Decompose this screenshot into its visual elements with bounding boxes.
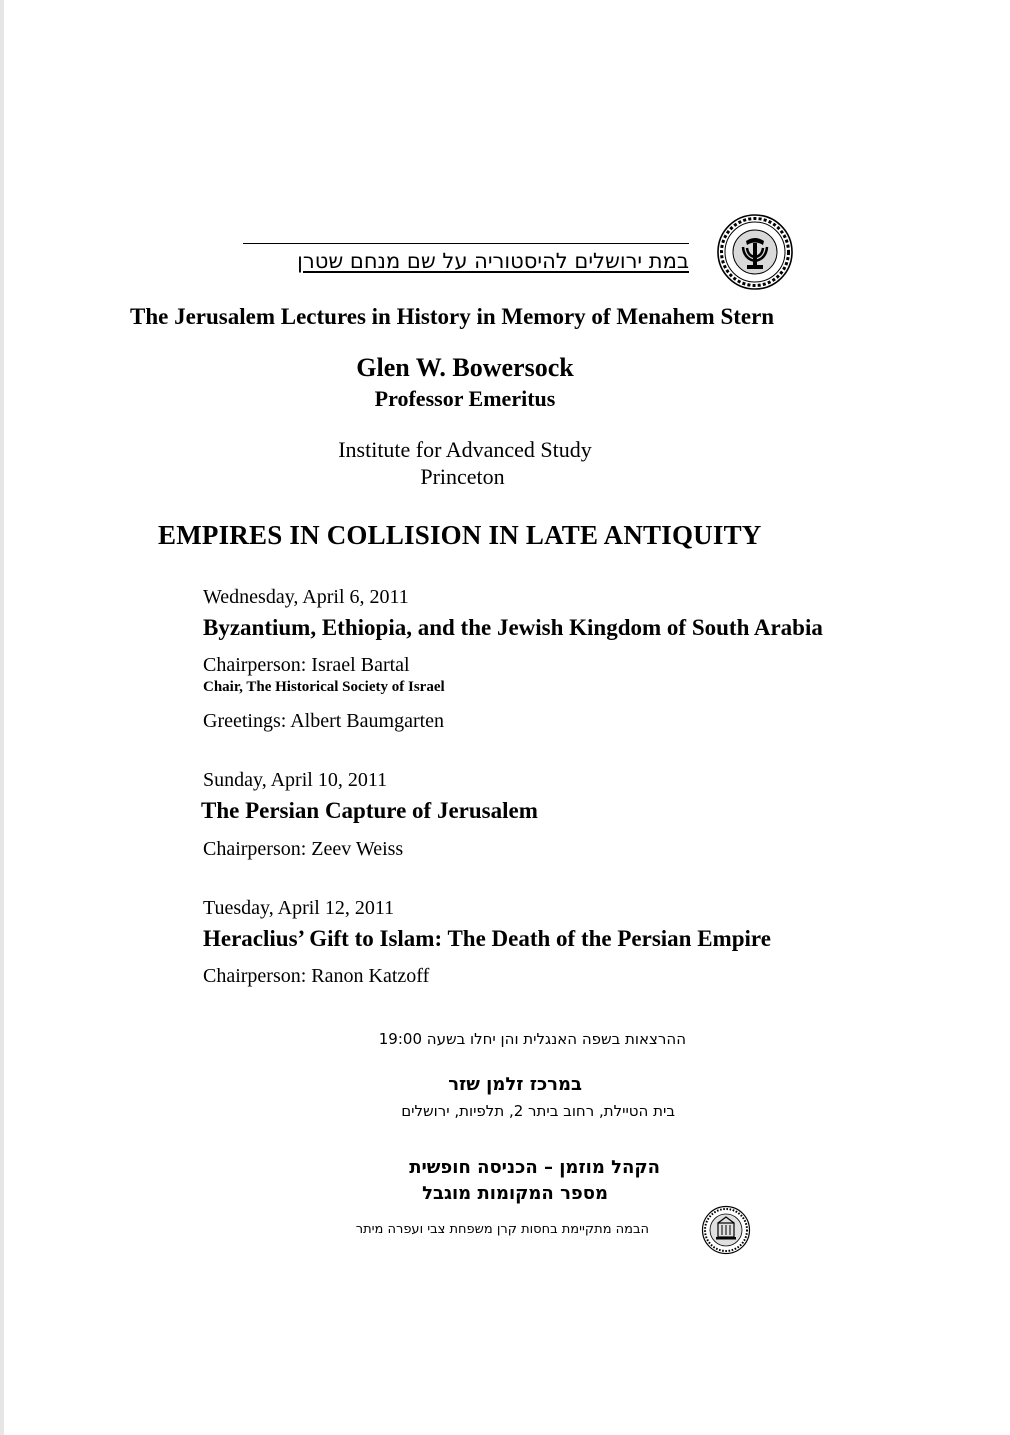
lecture-series-title: EMPIRES IN COLLISION IN LATE ANTIQUITY (158, 520, 762, 550)
seating-note: מספר המקומות מוגבל (422, 1183, 608, 1204)
lecture-greetings: Greetings: Albert Baumgarten (203, 710, 445, 732)
lecture-title: Heraclius’ Gift to Islam: The Death of the Persian Empire (203, 926, 771, 951)
lecture-chairperson: Chairperson: Ranon Katzoff (203, 965, 430, 987)
lecture-date: Sunday, April 10, 2011 (203, 769, 388, 791)
admission-note: הקהל מוזמן – הכניסה חופשית (409, 1157, 660, 1178)
lecture-chairperson: Chairperson: Israel Bartal (203, 654, 410, 676)
lecture-title: Byzantium, Ethiopia, and the Jewish Kingdom of South Arabia (203, 615, 823, 640)
page-edge (0, 0, 4, 1435)
sponsor-note: הבמה מתקיימת בחסות קרן משפחת צבי ועפרה מיתר (355, 1222, 649, 1237)
lecture-date: Tuesday, April 12, 2011 (203, 897, 395, 919)
lecture-date: Wednesday, April 6, 2011 (203, 586, 409, 608)
hebrew-series-title: במת ירושלים להיסטוריה על שם מנחם שטרן (297, 249, 689, 273)
venue-address: בית הטיילת, רחוב ביתר 2, תלפיות, ירושלים (401, 1102, 675, 1120)
lecture-time-note: ההרצאות בשפה האנגלית והן יחלו בשעה 19:00 (378, 1030, 686, 1048)
lecture-title: The Persian Capture of Jerusalem (201, 798, 538, 823)
header-rule (243, 243, 689, 244)
lecture-chairperson: Chairperson: Zeev Weiss (203, 838, 404, 860)
society-seal-icon (716, 213, 794, 291)
speaker-role: Professor Emeritus (374, 386, 556, 411)
meitar-foundation-seal-icon (701, 1205, 751, 1255)
speaker-city: Princeton (420, 464, 505, 489)
speaker-institution: Institute for Advanced Study (338, 437, 592, 462)
chairperson-affiliation: Chair, The Historical Society of Israel (203, 679, 445, 695)
speaker-name: Glen W. Bowersock (356, 353, 574, 382)
venue-name: במרכז זלמן שזר (448, 1074, 582, 1095)
series-title: The Jerusalem Lectures in History in Memory of Menahem Stern (130, 304, 775, 329)
